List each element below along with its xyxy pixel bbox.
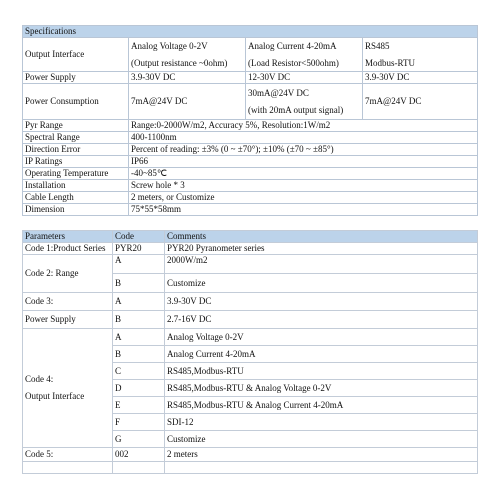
ordering-codes-table [22,230,478,474]
spec-row-label: IP Ratings [23,156,129,168]
power-consumption-value-1: 7mA@24V DC [129,84,246,120]
code4-label: Code 4: [25,374,54,384]
code4-item-comment: RS485,Modbus-RTU [165,363,478,380]
output-interface-row [23,38,478,72]
spec-row [23,156,478,168]
code4-row [23,329,478,346]
specifications-header: Specifications [23,26,478,38]
output-rs485-title: RS485 [365,40,390,51]
output-interface-label: Output Interface [23,38,129,72]
power-supply-label: Power Supply [23,72,129,84]
spec-row-label: Cable Length [23,192,129,204]
spec-row-value: IP66 [129,156,478,168]
code4-item-comment: Customize [165,431,478,448]
output-current-cell [246,38,363,72]
spec-row-value: 75*55*58mm [129,204,478,216]
code3-item-comment: 2.7-16V DC [165,311,478,329]
blank-cell [165,462,478,474]
code4-item-code: C [113,363,165,380]
code2-row [23,255,478,274]
spec-row-value: Screw hole * 3 [129,180,478,192]
code5-row [23,448,478,462]
codes-header-row [23,231,478,243]
code5-code: 002 [113,448,165,462]
code4-item-code: E [113,397,165,414]
code3-item-code: A [113,293,165,311]
spec-row-value: Percent of reading: ±3% (0 ~ ±70°); ±10% (±70 ~ ±85°) [129,144,478,156]
specifications-table [22,25,478,216]
code2-label: Code 2: Range [23,255,113,293]
power-consumption-value-3: 7mA@24V DC [363,84,478,120]
output-rs485-cell [363,38,478,72]
code3-label: Code 3: [23,293,113,311]
code4-label-cell [23,329,113,448]
code3-item-comment: 3.9-30V DC [165,293,478,311]
code1-row [23,243,478,255]
spec-row-label: Operating Temperature [23,168,129,180]
code-header: Code [113,231,165,243]
power-consumption-value-2-note: (with 20mA output signal) [248,104,344,115]
code4-item-comment: RS485,Modbus-RTU & Analog Voltage 0-2V [165,380,478,397]
spec-row-label: Installation [23,180,129,192]
power-supply-value-1: 3.9-30V DC [129,72,246,84]
power-consumption-label: Power Consumption [23,84,129,120]
code4-item-code: F [113,414,165,431]
code3-row [23,293,478,311]
code2-item-comment: Customize [165,274,478,293]
spec-row [23,132,478,144]
code3-sublabel: Power Supply [23,311,113,329]
output-voltage-title: Analog Voltage 0-2V [131,40,208,51]
code4-item-comment: SDI-12 [165,414,478,431]
comments-header: Comments [165,231,478,243]
specifications-header-row [23,26,478,38]
code4-item-code: A [113,329,165,346]
code4-sublabel: Output Interface [25,391,85,401]
code1-label: Code 1:Product Series [23,243,113,255]
spec-row-value: 400-1100nm [129,132,478,144]
code3-row [23,311,478,329]
code4-item-comment: RS485,Modbus-RTU & Analog Current 4-20mA [165,397,478,414]
spec-row [23,120,478,132]
spec-row-label: Spectral Range [23,132,129,144]
code4-item-code: G [113,431,165,448]
power-supply-value-2: 12-30V DC [246,72,363,84]
code4-item-comment: Analog Voltage 0-2V [165,329,478,346]
code1-code: PYR20 [113,243,165,255]
code1-comment: PYR20 Pyranometer series [165,243,478,255]
code5-label: Code 5: [23,448,113,462]
blank-cell [23,462,113,474]
spec-row-label: Pyr Range [23,120,129,132]
spec-row [23,204,478,216]
code4-item-code: B [113,346,165,363]
code2-item-comment: 2000W/m2 [165,255,478,274]
spec-row-value: 2 meters, or Customize [129,192,478,204]
code4-item-comment: Analog Current 4-20mA [165,346,478,363]
power-consumption-row [23,84,478,120]
spec-row [23,180,478,192]
power-consumption-value-2 [246,84,363,120]
output-voltage-cell [129,38,246,72]
spec-row [23,192,478,204]
spec-row [23,144,478,156]
spec-row-label: Direction Error [23,144,129,156]
blank-cell [113,462,165,474]
spec-row-label: Dimension [23,204,129,216]
power-supply-value-3: 3.9-30V DC [363,72,478,84]
code2-item-code: A [113,255,165,274]
code5-comment: 2 meters [165,448,478,462]
code5-blank-row [23,462,478,474]
output-current-note: (Load Resistor<500ohm) [248,57,339,68]
spec-row-value: -40~85℃ [129,168,478,180]
code4-item-code: D [113,380,165,397]
output-voltage-note: (Output resistance ~0ohm) [131,57,228,68]
spec-row-value: Range:0-2000W/m2, Accuracy 5%, Resolution:1W/m2 [129,120,478,132]
code3-item-code: B [113,311,165,329]
parameters-header: Parameters [23,231,113,243]
code2-item-code: B [113,274,165,293]
power-supply-row [23,72,478,84]
power-consumption-value-2-main: 30mA@24V DC [248,87,309,98]
output-current-title: Analog Current 4-20mA [248,40,337,51]
spec-row [23,168,478,180]
output-rs485-note: Modbus-RTU [365,57,415,68]
